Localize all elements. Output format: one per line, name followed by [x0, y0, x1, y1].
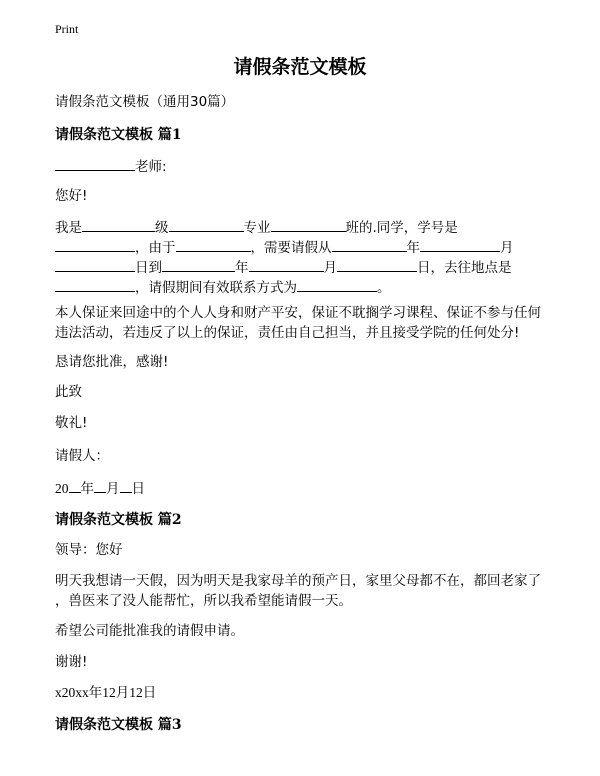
- section1-heading: 请假条范文模板 篇1: [55, 127, 182, 143]
- section3-heading: 请假条范文模板 篇3: [55, 717, 182, 733]
- section2-thanks: 谢谢!: [55, 654, 88, 670]
- form-text: 月: [500, 240, 514, 256]
- page-title: 请假条范文模板: [233, 56, 367, 78]
- blank-from-month: [420, 237, 500, 252]
- form-text: 班的.同学，学号是: [345, 220, 458, 236]
- blank-grade: [82, 217, 155, 232]
- print-label[interactable]: Print: [55, 22, 79, 36]
- section2-hope: 希望公司能批准我的请假申请。: [55, 623, 244, 639]
- section2-salutation: 领导：您好: [55, 542, 123, 558]
- request-text: 恳请您批准，感谢!: [55, 354, 169, 370]
- form-text: 。: [377, 280, 391, 296]
- form-line-3: [55, 257, 512, 278]
- section2-body-line-1: 明天我想请一天假，因为明天是我家母羊的预产日，家里父母都不在，都回老家了: [55, 573, 541, 589]
- form-text: 日，去往地点是: [417, 260, 512, 276]
- form-text: 月: [323, 260, 337, 276]
- promise-line-2: 违法活动，若违反了以上的保证，责任由自己担当，并且接受学院的任何处分!: [55, 325, 520, 341]
- date-year-label: 年: [80, 481, 94, 497]
- form-text: 年: [235, 260, 249, 276]
- date-line: [55, 478, 145, 499]
- form-text: ，请假期间有效联系方式为: [135, 280, 297, 296]
- greeting: 您好!: [55, 188, 88, 204]
- blank-from-day: [55, 257, 135, 272]
- form-text: ，需要请假从: [250, 240, 332, 256]
- form-line-4: [55, 277, 391, 298]
- date-month-label: 月: [106, 481, 120, 497]
- blank-destination: [55, 277, 135, 292]
- form-text: 日到: [135, 260, 162, 276]
- blank-reason: [176, 237, 251, 252]
- closing-1: 此致: [55, 384, 82, 400]
- closing-2: 敬礼!: [55, 415, 88, 431]
- salutation-suffix: 老师:: [135, 159, 167, 175]
- blank-student-id: [55, 237, 135, 252]
- blank-date-month: [94, 478, 106, 493]
- blank-major: [169, 217, 244, 232]
- blank-date-year: [69, 478, 81, 493]
- applicant-label: 请假人：: [55, 448, 109, 464]
- blank-to-day: [337, 257, 417, 272]
- form-text: 我是: [55, 220, 82, 236]
- form-text: 年: [406, 240, 420, 256]
- salutation-line: [55, 156, 167, 177]
- blank-contact: [297, 277, 377, 292]
- date-day-label: 日: [131, 481, 145, 497]
- blank-teacher-name: [55, 156, 135, 171]
- blank-date-day: [120, 478, 132, 493]
- blank-class: [271, 217, 346, 232]
- blank-from-year: [332, 237, 407, 252]
- form-text: 级: [155, 220, 169, 236]
- blank-to-month: [249, 257, 324, 272]
- form-text: 专业: [243, 220, 271, 236]
- section2-heading: 请假条范文模板 篇2: [55, 512, 182, 528]
- section2-body-line-2: ，兽医来了没人能帮忙，所以我希望能请假一天。: [55, 593, 352, 609]
- form-line-2: [55, 237, 514, 258]
- form-line-1: [55, 217, 458, 238]
- form-text: ，由于: [135, 240, 176, 256]
- date-prefix: 20: [55, 481, 69, 496]
- section2-date: x20xx年12月12日: [55, 685, 157, 700]
- promise-line-1: 本人保证来回途中的个人人身和财产平安，保证不耽搁学习课程、保证不参与任何: [55, 305, 541, 321]
- blank-to-year: [162, 257, 235, 272]
- intro-text: 请假条范文模板（通用30篇）: [55, 94, 235, 110]
